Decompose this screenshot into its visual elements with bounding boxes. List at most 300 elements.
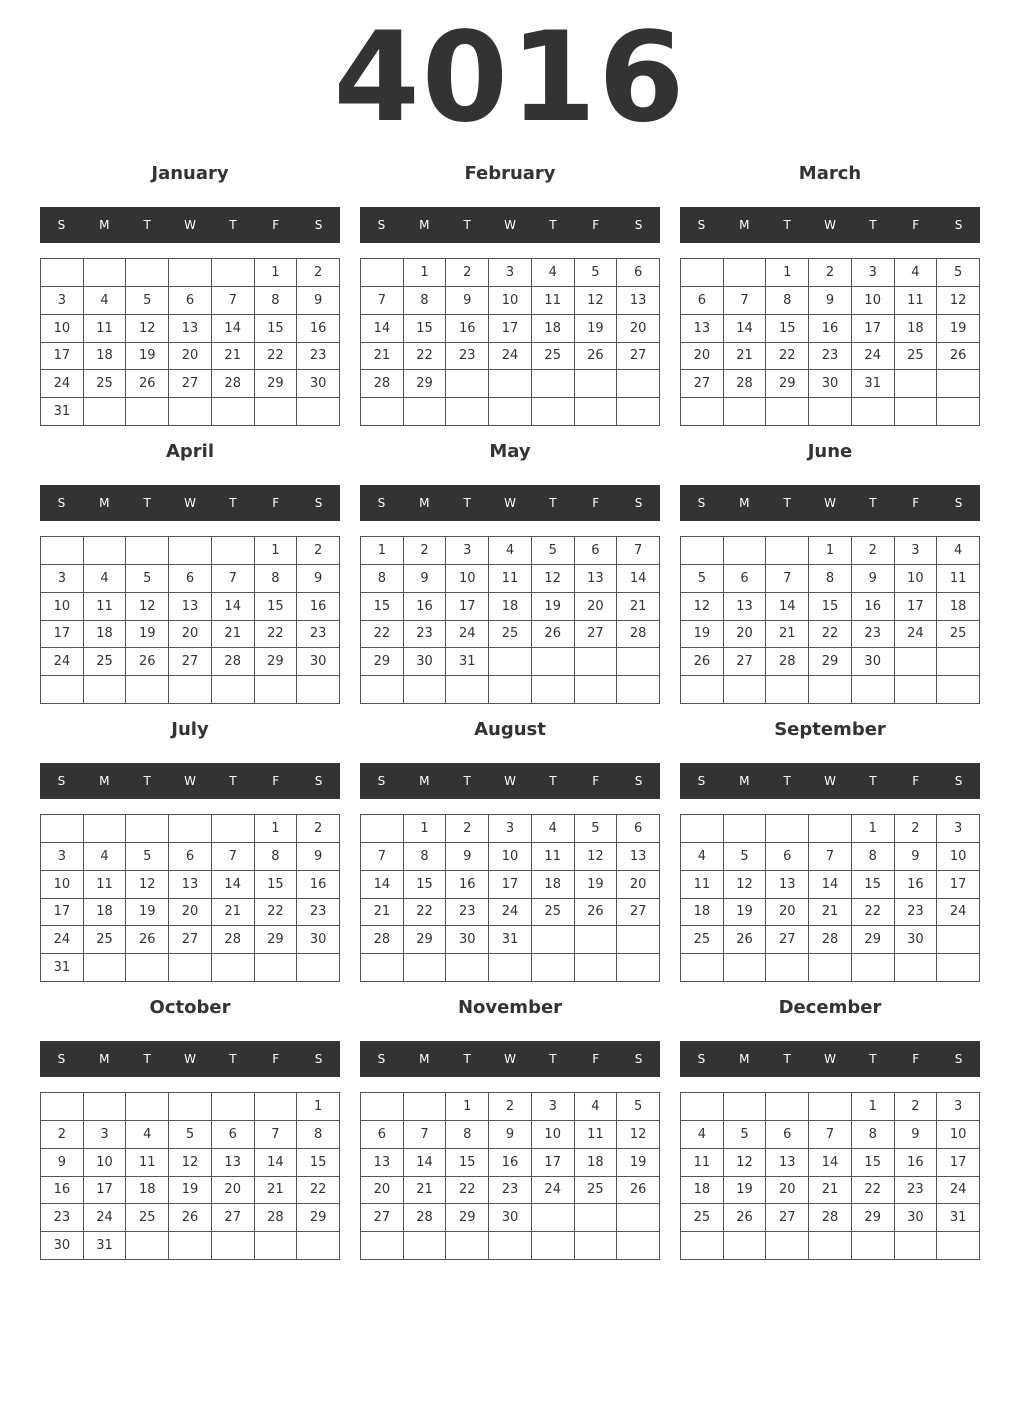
day-cell: 29 bbox=[446, 1204, 489, 1232]
empty-cell bbox=[212, 1093, 255, 1121]
empty-cell bbox=[937, 1232, 980, 1260]
day-cell: 31 bbox=[41, 954, 84, 982]
day-cell: 2 bbox=[297, 259, 340, 287]
day-cell: 4 bbox=[937, 537, 980, 565]
day-cell: 12 bbox=[724, 1149, 767, 1177]
weekday-label: S bbox=[634, 218, 643, 232]
empty-cell bbox=[212, 537, 255, 565]
month-name: August bbox=[474, 719, 546, 740]
day-cell: 17 bbox=[446, 593, 489, 621]
day-cell: 16 bbox=[446, 315, 489, 343]
day-cell: 21 bbox=[766, 621, 809, 649]
day-cell: 23 bbox=[297, 621, 340, 649]
month-name: September bbox=[774, 719, 886, 740]
day-cell: 12 bbox=[937, 287, 980, 315]
weekday-header bbox=[680, 763, 980, 799]
day-cell: 15 bbox=[297, 1149, 340, 1177]
day-cell: 1 bbox=[404, 815, 447, 843]
day-cell: 22 bbox=[404, 343, 447, 371]
day-cell: 18 bbox=[937, 593, 980, 621]
day-cell: 4 bbox=[532, 815, 575, 843]
day-cell: 18 bbox=[84, 899, 127, 927]
month-name: January bbox=[151, 163, 229, 184]
weekday-label: T bbox=[783, 496, 791, 510]
day-cell: 23 bbox=[489, 1177, 532, 1205]
day-cell: 1 bbox=[255, 537, 298, 565]
day-cell: 29 bbox=[852, 1204, 895, 1232]
day-cell: 2 bbox=[404, 537, 447, 565]
empty-cell bbox=[169, 1093, 212, 1121]
empty-cell bbox=[169, 259, 212, 287]
day-cell: 17 bbox=[532, 1149, 575, 1177]
empty-cell bbox=[895, 370, 938, 398]
day-cell: 13 bbox=[766, 871, 809, 899]
day-cell: 25 bbox=[84, 648, 127, 676]
day-cell: 25 bbox=[681, 926, 724, 954]
empty-cell bbox=[937, 398, 980, 426]
empty-cell bbox=[126, 1093, 169, 1121]
weekday-header bbox=[40, 485, 340, 521]
day-cell: 11 bbox=[489, 565, 532, 593]
day-cell: 13 bbox=[617, 843, 660, 871]
day-cell: 16 bbox=[297, 315, 340, 343]
day-cell: 1 bbox=[852, 815, 895, 843]
empty-cell bbox=[852, 676, 895, 704]
weekday-label: T bbox=[229, 496, 237, 510]
empty-cell bbox=[489, 954, 532, 982]
empty-cell bbox=[937, 954, 980, 982]
day-cell: 26 bbox=[575, 899, 618, 927]
empty-cell bbox=[126, 815, 169, 843]
day-cell: 24 bbox=[84, 1204, 127, 1232]
day-cell: 17 bbox=[937, 1149, 980, 1177]
day-cell: 4 bbox=[532, 259, 575, 287]
day-cell: 13 bbox=[617, 287, 660, 315]
empty-cell bbox=[724, 815, 767, 843]
day-cell: 17 bbox=[41, 343, 84, 371]
day-cell: 25 bbox=[532, 899, 575, 927]
day-cell: 1 bbox=[809, 537, 852, 565]
day-cell: 11 bbox=[575, 1121, 618, 1149]
day-cell: 7 bbox=[404, 1121, 447, 1149]
day-cell: 28 bbox=[361, 370, 404, 398]
day-cell: 5 bbox=[724, 1121, 767, 1149]
empty-cell bbox=[766, 1093, 809, 1121]
empty-cell bbox=[617, 370, 660, 398]
day-cell: 27 bbox=[169, 370, 212, 398]
day-cell: 6 bbox=[681, 287, 724, 315]
day-cell: 15 bbox=[255, 593, 298, 621]
day-cell: 24 bbox=[489, 343, 532, 371]
day-cell: 18 bbox=[681, 1177, 724, 1205]
day-cell: 28 bbox=[212, 370, 255, 398]
day-cell: 29 bbox=[809, 648, 852, 676]
day-cell: 21 bbox=[809, 1177, 852, 1205]
day-cell: 11 bbox=[937, 565, 980, 593]
day-cell: 16 bbox=[895, 1149, 938, 1177]
weekday-label: S bbox=[377, 218, 386, 232]
empty-cell bbox=[489, 1232, 532, 1260]
day-cell: 29 bbox=[255, 370, 298, 398]
empty-cell bbox=[404, 1232, 447, 1260]
weekday-label: W bbox=[184, 496, 196, 510]
day-cell: 30 bbox=[895, 1204, 938, 1232]
weekday-label: S bbox=[377, 774, 386, 788]
day-cell: 24 bbox=[41, 926, 84, 954]
day-grid bbox=[360, 536, 660, 704]
empty-cell bbox=[255, 676, 298, 704]
day-cell: 20 bbox=[681, 343, 724, 371]
day-cell: 5 bbox=[575, 259, 618, 287]
weekday-label: T bbox=[783, 1052, 791, 1066]
weekday-label: F bbox=[592, 774, 600, 788]
day-cell: 10 bbox=[446, 565, 489, 593]
day-cell: 7 bbox=[255, 1121, 298, 1149]
day-cell: 26 bbox=[126, 648, 169, 676]
day-cell: 12 bbox=[126, 593, 169, 621]
day-cell: 11 bbox=[681, 1149, 724, 1177]
empty-cell bbox=[617, 398, 660, 426]
day-cell: 31 bbox=[937, 1204, 980, 1232]
day-cell: 5 bbox=[724, 843, 767, 871]
day-cell: 31 bbox=[489, 926, 532, 954]
day-cell: 28 bbox=[809, 1204, 852, 1232]
day-cell: 2 bbox=[895, 815, 938, 843]
day-cell: 29 bbox=[766, 370, 809, 398]
day-cell: 30 bbox=[852, 648, 895, 676]
weekday-label: M bbox=[419, 774, 430, 788]
day-cell: 6 bbox=[617, 259, 660, 287]
day-cell: 15 bbox=[361, 593, 404, 621]
empty-cell bbox=[446, 676, 489, 704]
day-cell: 15 bbox=[446, 1149, 489, 1177]
empty-cell bbox=[681, 954, 724, 982]
day-cell: 8 bbox=[404, 287, 447, 315]
empty-cell bbox=[169, 954, 212, 982]
weekday-label: T bbox=[463, 774, 471, 788]
day-cell: 3 bbox=[41, 287, 84, 315]
day-cell: 20 bbox=[617, 315, 660, 343]
empty-cell bbox=[361, 815, 404, 843]
day-cell: 29 bbox=[255, 926, 298, 954]
day-cell: 27 bbox=[681, 370, 724, 398]
month-name: May bbox=[489, 441, 531, 462]
day-cell: 13 bbox=[575, 565, 618, 593]
day-cell: 22 bbox=[297, 1177, 340, 1205]
empty-cell bbox=[617, 676, 660, 704]
day-cell: 19 bbox=[724, 899, 767, 927]
day-cell: 28 bbox=[361, 926, 404, 954]
day-cell: 29 bbox=[255, 648, 298, 676]
weekday-header bbox=[360, 485, 660, 521]
day-cell: 12 bbox=[575, 287, 618, 315]
day-cell: 1 bbox=[446, 1093, 489, 1121]
weekday-header bbox=[40, 207, 340, 243]
day-cell: 19 bbox=[532, 593, 575, 621]
weekday-label: T bbox=[143, 1052, 151, 1066]
empty-cell bbox=[361, 1093, 404, 1121]
day-cell: 31 bbox=[852, 370, 895, 398]
empty-cell bbox=[681, 815, 724, 843]
day-cell: 10 bbox=[852, 287, 895, 315]
weekday-label: W bbox=[824, 1052, 836, 1066]
day-cell: 6 bbox=[169, 287, 212, 315]
day-cell: 30 bbox=[489, 1204, 532, 1232]
day-cell: 4 bbox=[126, 1121, 169, 1149]
day-cell: 24 bbox=[895, 621, 938, 649]
empty-cell bbox=[212, 954, 255, 982]
day-cell: 28 bbox=[255, 1204, 298, 1232]
empty-cell bbox=[446, 954, 489, 982]
day-cell: 7 bbox=[724, 287, 767, 315]
empty-cell bbox=[724, 537, 767, 565]
empty-cell bbox=[126, 676, 169, 704]
empty-cell bbox=[169, 676, 212, 704]
day-cell: 30 bbox=[297, 926, 340, 954]
empty-cell bbox=[532, 954, 575, 982]
weekday-label: S bbox=[954, 774, 963, 788]
day-cell: 7 bbox=[809, 843, 852, 871]
empty-cell bbox=[681, 398, 724, 426]
day-cell: 19 bbox=[575, 315, 618, 343]
day-cell: 9 bbox=[404, 565, 447, 593]
empty-cell bbox=[126, 398, 169, 426]
day-cell: 27 bbox=[617, 899, 660, 927]
weekday-label: M bbox=[419, 218, 430, 232]
day-cell: 20 bbox=[575, 593, 618, 621]
day-cell: 3 bbox=[489, 815, 532, 843]
day-cell: 6 bbox=[617, 815, 660, 843]
weekday-label: W bbox=[184, 774, 196, 788]
day-cell: 24 bbox=[489, 899, 532, 927]
weekday-label: S bbox=[314, 218, 323, 232]
empty-cell bbox=[852, 954, 895, 982]
day-cell: 30 bbox=[297, 648, 340, 676]
day-cell: 26 bbox=[937, 343, 980, 371]
day-cell: 21 bbox=[361, 343, 404, 371]
day-grid bbox=[360, 1092, 660, 1260]
day-cell: 22 bbox=[255, 343, 298, 371]
day-cell: 11 bbox=[84, 315, 127, 343]
empty-cell bbox=[895, 1232, 938, 1260]
day-cell: 28 bbox=[724, 370, 767, 398]
empty-cell bbox=[852, 1232, 895, 1260]
day-cell: 9 bbox=[297, 565, 340, 593]
empty-cell bbox=[41, 676, 84, 704]
day-cell: 31 bbox=[41, 398, 84, 426]
empty-cell bbox=[361, 676, 404, 704]
weekday-label: T bbox=[783, 218, 791, 232]
day-cell: 8 bbox=[446, 1121, 489, 1149]
empty-cell bbox=[809, 398, 852, 426]
day-cell: 19 bbox=[724, 1177, 767, 1205]
day-cell: 15 bbox=[404, 315, 447, 343]
day-cell: 1 bbox=[255, 815, 298, 843]
day-cell: 25 bbox=[937, 621, 980, 649]
day-cell: 8 bbox=[809, 565, 852, 593]
day-cell: 17 bbox=[852, 315, 895, 343]
empty-cell bbox=[937, 648, 980, 676]
day-cell: 26 bbox=[575, 343, 618, 371]
empty-cell bbox=[41, 259, 84, 287]
day-cell: 5 bbox=[126, 565, 169, 593]
weekday-label: T bbox=[143, 774, 151, 788]
day-cell: 3 bbox=[84, 1121, 127, 1149]
empty-cell bbox=[532, 1232, 575, 1260]
empty-cell bbox=[404, 1093, 447, 1121]
day-cell: 12 bbox=[532, 565, 575, 593]
day-grid bbox=[40, 258, 340, 426]
weekday-label: M bbox=[739, 218, 750, 232]
weekday-label: F bbox=[592, 1052, 600, 1066]
day-cell: 16 bbox=[809, 315, 852, 343]
day-cell: 14 bbox=[212, 593, 255, 621]
weekday-label: S bbox=[634, 774, 643, 788]
empty-cell bbox=[126, 1232, 169, 1260]
day-cell: 26 bbox=[681, 648, 724, 676]
empty-cell bbox=[575, 954, 618, 982]
empty-cell bbox=[169, 398, 212, 426]
day-cell: 21 bbox=[212, 899, 255, 927]
weekday-label: T bbox=[229, 218, 237, 232]
day-cell: 2 bbox=[297, 537, 340, 565]
empty-cell bbox=[575, 648, 618, 676]
day-cell: 30 bbox=[41, 1232, 84, 1260]
day-cell: 26 bbox=[617, 1177, 660, 1205]
empty-cell bbox=[532, 648, 575, 676]
day-cell: 4 bbox=[895, 259, 938, 287]
day-cell: 3 bbox=[937, 815, 980, 843]
day-cell: 27 bbox=[766, 926, 809, 954]
month-name: June bbox=[807, 441, 853, 462]
empty-cell bbox=[404, 676, 447, 704]
day-cell: 30 bbox=[446, 926, 489, 954]
day-cell: 31 bbox=[84, 1232, 127, 1260]
day-cell: 19 bbox=[575, 871, 618, 899]
day-cell: 8 bbox=[766, 287, 809, 315]
empty-cell bbox=[84, 676, 127, 704]
day-cell: 23 bbox=[895, 1177, 938, 1205]
day-cell: 27 bbox=[724, 648, 767, 676]
weekday-header bbox=[680, 1041, 980, 1077]
day-cell: 21 bbox=[809, 899, 852, 927]
weekday-label: W bbox=[824, 218, 836, 232]
weekday-label: M bbox=[99, 496, 110, 510]
day-cell: 19 bbox=[126, 621, 169, 649]
weekday-label: M bbox=[419, 1052, 430, 1066]
day-cell: 14 bbox=[212, 315, 255, 343]
day-cell: 2 bbox=[489, 1093, 532, 1121]
day-cell: 25 bbox=[681, 1204, 724, 1232]
empty-cell bbox=[84, 398, 127, 426]
day-cell: 22 bbox=[809, 621, 852, 649]
day-cell: 20 bbox=[212, 1177, 255, 1205]
day-cell: 2 bbox=[809, 259, 852, 287]
weekday-label: T bbox=[869, 1052, 877, 1066]
empty-cell bbox=[809, 676, 852, 704]
empty-cell bbox=[446, 1232, 489, 1260]
day-cell: 25 bbox=[84, 370, 127, 398]
empty-cell bbox=[404, 954, 447, 982]
empty-cell bbox=[126, 954, 169, 982]
weekday-label: S bbox=[954, 218, 963, 232]
day-cell: 4 bbox=[681, 1121, 724, 1149]
day-cell: 7 bbox=[361, 287, 404, 315]
day-cell: 13 bbox=[169, 593, 212, 621]
empty-cell bbox=[575, 1204, 618, 1232]
weekday-label: S bbox=[57, 1052, 66, 1066]
weekday-label: F bbox=[272, 774, 280, 788]
day-cell: 9 bbox=[809, 287, 852, 315]
day-cell: 25 bbox=[84, 926, 127, 954]
day-cell: 26 bbox=[169, 1204, 212, 1232]
day-cell: 2 bbox=[895, 1093, 938, 1121]
day-cell: 14 bbox=[617, 565, 660, 593]
weekday-label: M bbox=[419, 496, 430, 510]
empty-cell bbox=[809, 1093, 852, 1121]
empty-cell bbox=[617, 1204, 660, 1232]
empty-cell bbox=[532, 926, 575, 954]
day-grid bbox=[40, 814, 340, 982]
day-cell: 27 bbox=[212, 1204, 255, 1232]
weekday-label: S bbox=[57, 774, 66, 788]
day-grid bbox=[360, 258, 660, 426]
weekday-label: T bbox=[229, 774, 237, 788]
day-cell: 19 bbox=[681, 621, 724, 649]
empty-cell bbox=[212, 398, 255, 426]
day-cell: 16 bbox=[446, 871, 489, 899]
weekday-label: S bbox=[57, 218, 66, 232]
month-name: March bbox=[798, 163, 862, 184]
weekday-label: W bbox=[504, 218, 516, 232]
day-cell: 29 bbox=[297, 1204, 340, 1232]
month-name: November bbox=[457, 997, 563, 1018]
weekday-label: S bbox=[634, 1052, 643, 1066]
day-cell: 7 bbox=[212, 843, 255, 871]
weekday-label: S bbox=[314, 1052, 323, 1066]
weekday-label: W bbox=[824, 496, 836, 510]
day-cell: 31 bbox=[446, 648, 489, 676]
weekday-header bbox=[360, 763, 660, 799]
day-cell: 9 bbox=[895, 843, 938, 871]
day-cell: 5 bbox=[126, 287, 169, 315]
day-cell: 28 bbox=[212, 926, 255, 954]
day-cell: 15 bbox=[255, 315, 298, 343]
empty-cell bbox=[724, 259, 767, 287]
empty-cell bbox=[532, 1204, 575, 1232]
day-cell: 19 bbox=[169, 1177, 212, 1205]
day-cell: 10 bbox=[41, 593, 84, 621]
day-cell: 12 bbox=[724, 871, 767, 899]
weekday-label: F bbox=[272, 1052, 280, 1066]
day-cell: 21 bbox=[617, 593, 660, 621]
day-cell: 20 bbox=[361, 1177, 404, 1205]
day-cell: 24 bbox=[532, 1177, 575, 1205]
weekday-label: M bbox=[99, 774, 110, 788]
weekday-label: S bbox=[697, 218, 706, 232]
day-cell: 15 bbox=[766, 315, 809, 343]
empty-cell bbox=[361, 398, 404, 426]
day-cell: 6 bbox=[575, 537, 618, 565]
day-cell: 25 bbox=[126, 1204, 169, 1232]
day-cell: 23 bbox=[446, 343, 489, 371]
weekday-label: S bbox=[314, 496, 323, 510]
day-cell: 13 bbox=[724, 593, 767, 621]
day-cell: 23 bbox=[809, 343, 852, 371]
day-cell: 6 bbox=[361, 1121, 404, 1149]
empty-cell bbox=[489, 648, 532, 676]
day-cell: 28 bbox=[212, 648, 255, 676]
